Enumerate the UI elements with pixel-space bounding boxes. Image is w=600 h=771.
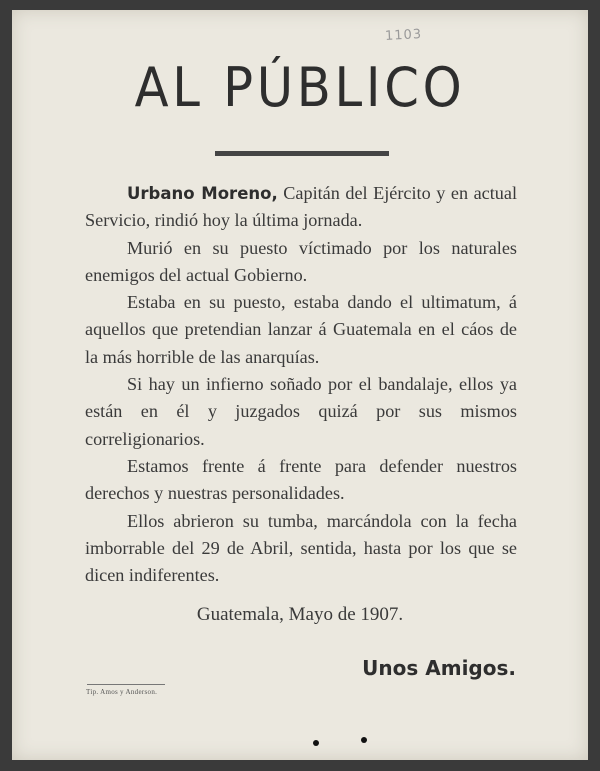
paragraph-lead: Urbano Moreno, (127, 184, 278, 203)
paragraph (85, 508, 517, 590)
paragraph (85, 289, 517, 371)
printer-divider (87, 684, 165, 685)
paragraph-text: Murió en su puesto víctimado por los naturales enemigos del actual Gobierno. (85, 237, 517, 285)
binding-hole (361, 737, 367, 743)
binding-hole (313, 740, 319, 746)
page-title: AL PÚBLICO (134, 56, 466, 119)
paragraph-text: Ellos abrieron su tumba, marcándola con la fecha imborrable del 29 de Abril, sentida, hasta por los que se dicen indiferentes. (85, 510, 517, 586)
paragraph-text: Capitán del Ejército y en actual Servicio, rindió hoy la última jornada. (85, 183, 517, 231)
paragraph-text: Si hay un infierno soñado por el bandalaje, ellos ya están en él y juzgados quizá por sus mismos correligionarios. (85, 374, 517, 449)
body-text (85, 180, 517, 589)
title-divider (215, 151, 389, 156)
signature: Unos Amigos. (362, 656, 516, 680)
paragraph (85, 235, 517, 290)
paragraph (85, 453, 517, 508)
paragraph (85, 371, 517, 453)
place-date: Guatemala, Mayo de 1907. (196, 604, 404, 625)
paragraph (85, 180, 517, 235)
printer-credit: Tip. Amos y Anderson. (86, 688, 158, 696)
pencil-annotation: 1103 (384, 27, 423, 44)
paragraph-text: Estaba en su puesto, estaba dando el ultimatum, á aquellos que pretendian lanzar á Guatemala en el cáos de la más horrible de las anarquías. (85, 292, 517, 367)
paragraph-text: Estamos frente á frente para defender nuestros derechos y nuestras personalidades. (85, 455, 517, 504)
